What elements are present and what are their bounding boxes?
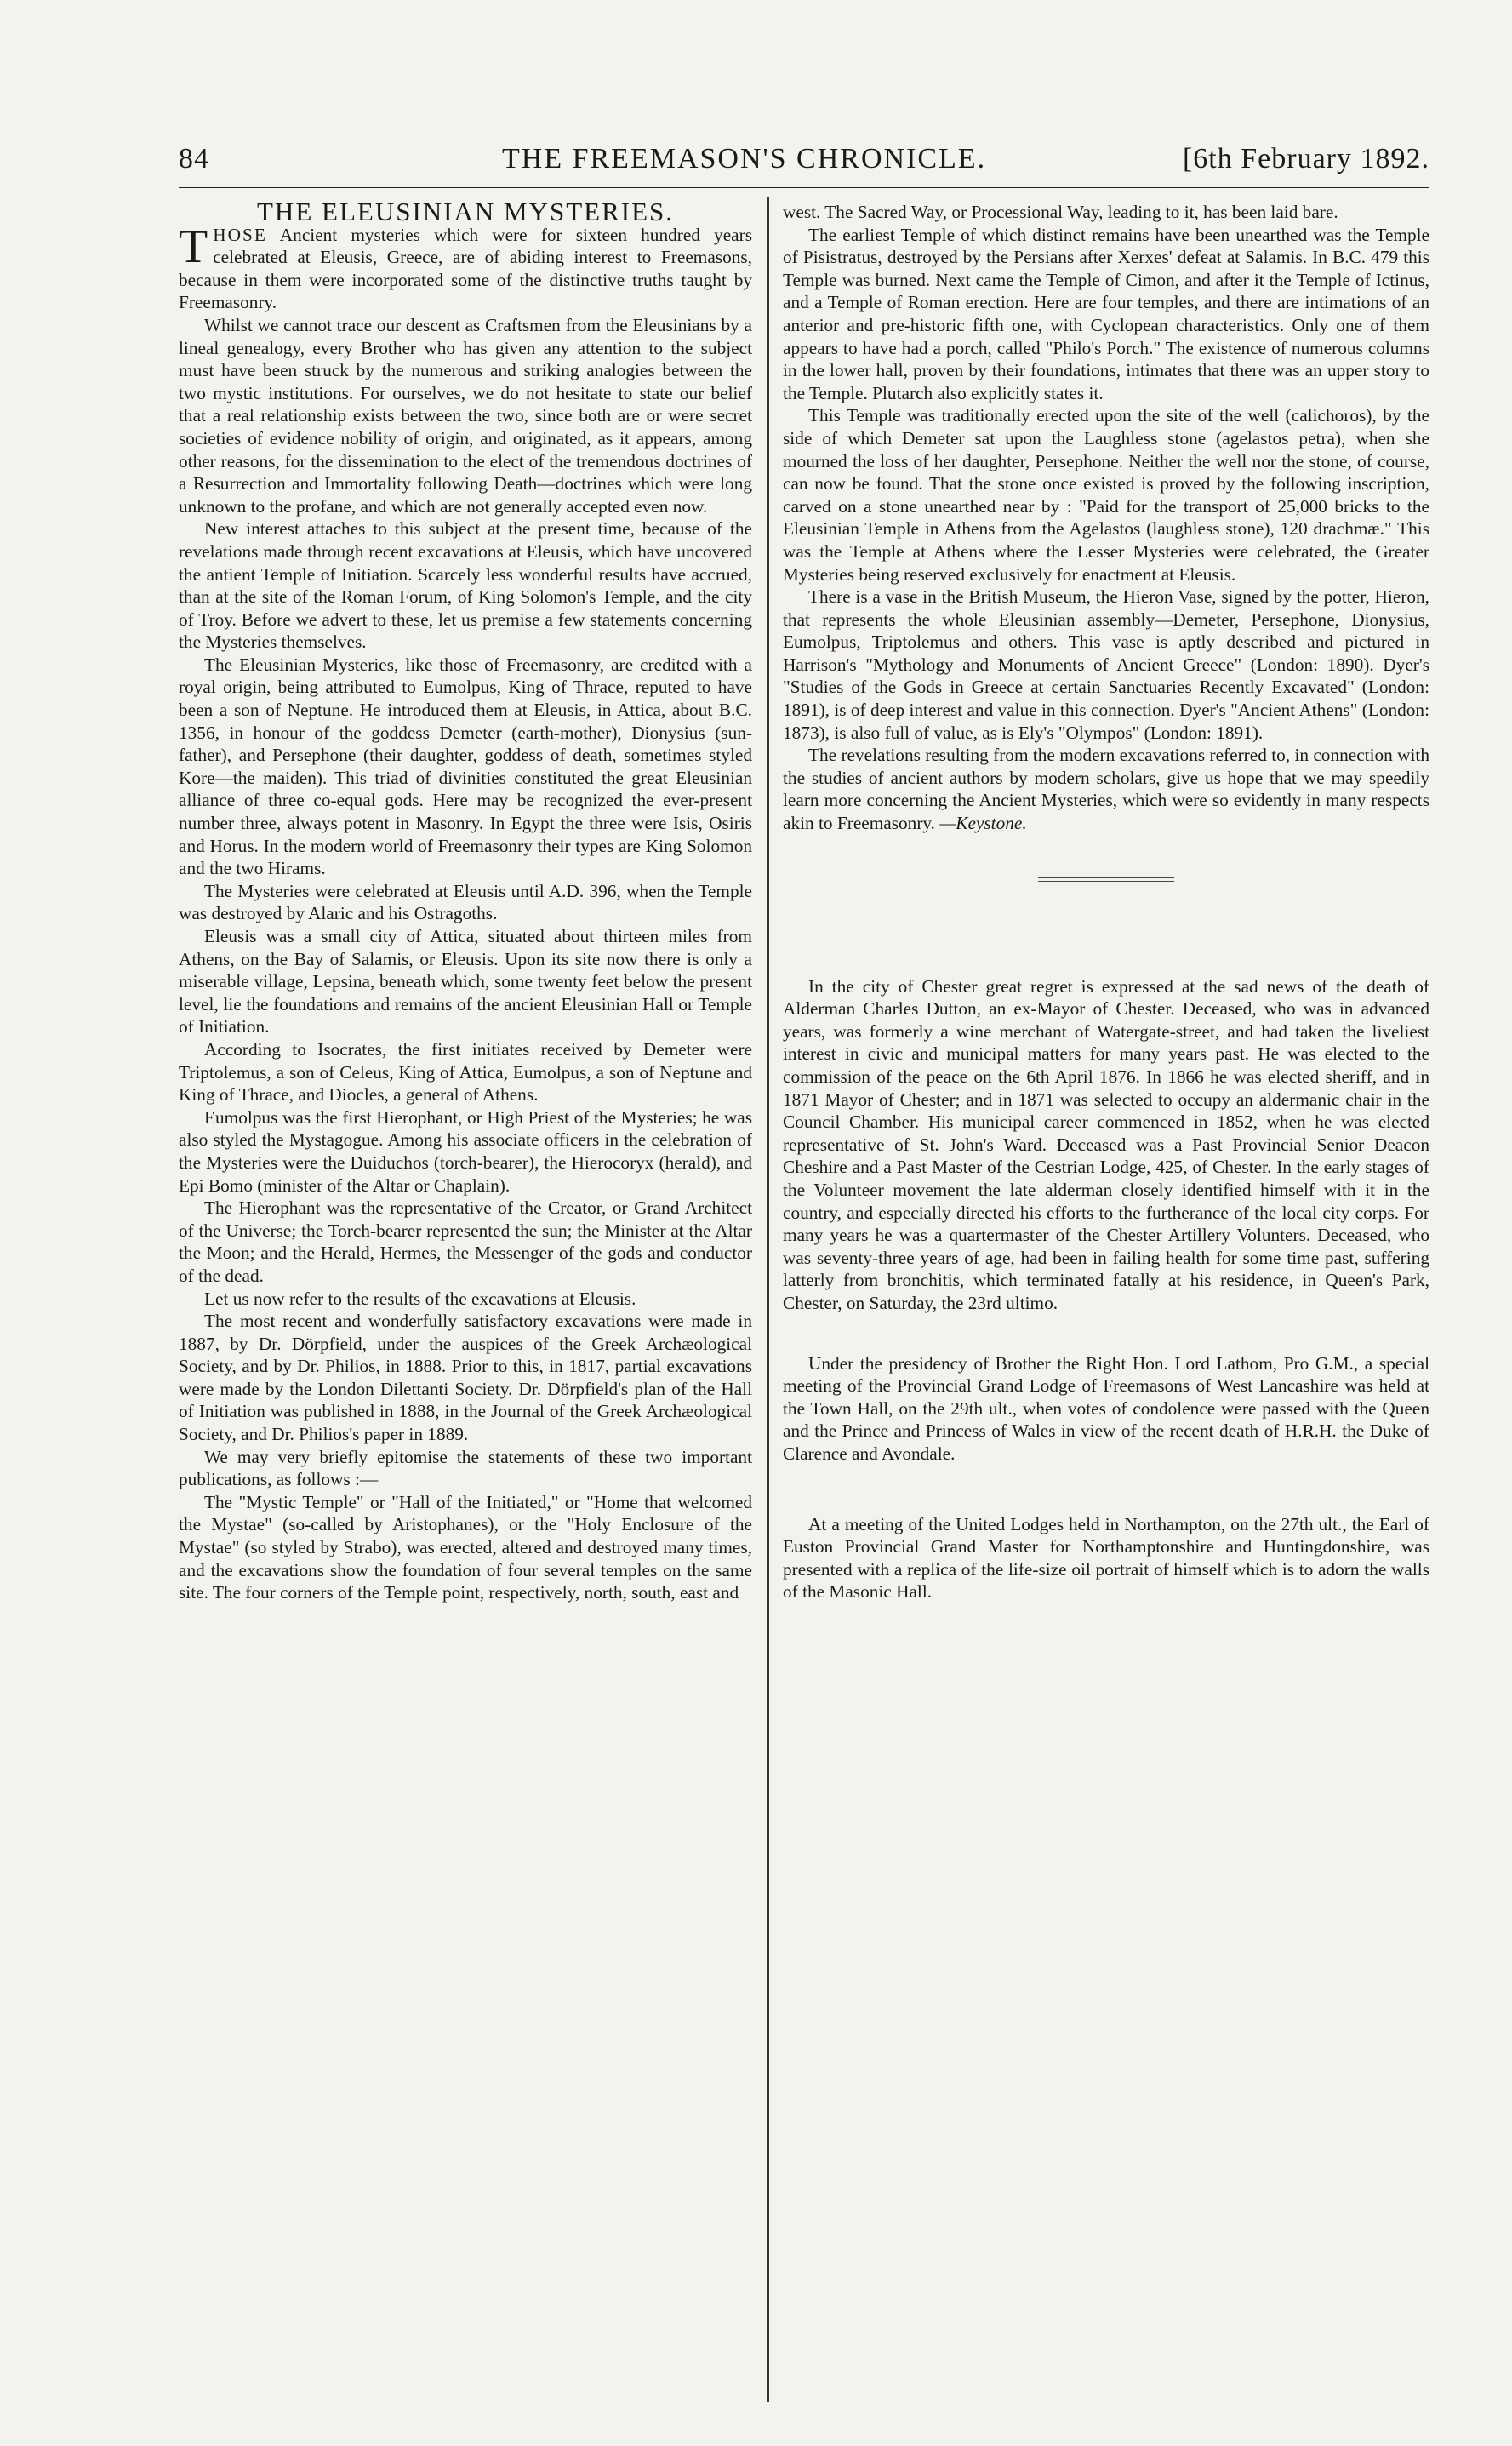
article-paragraph — [783, 744, 1429, 834]
article-paragraph: Let us now refer to the results of the excavations at Eleusis. — [204, 1288, 636, 1309]
paragraph-text: The revelations resulting from the modern excavations referred to, in connection with the studies of ancient authors by modern scholars, give us hope that we may speedily learn more concerning the Ancient Mysteries, which were so evidently in many respects akin to Freemasonry. — [783, 745, 1429, 834]
issue-date: [6th February 1892. — [1182, 143, 1429, 174]
page-header — [179, 136, 1429, 187]
northampton-notice: At a meeting of the United Lodges held in Northampton, on the 27th ult., the Earl of Euston Provincial Grand Master for Northamptonshire and Huntingdonshire, was presented with a replica of the life-size oil portrait of himself which is to adorn the walls of the Masonic Hall. — [783, 1513, 1429, 1603]
left-column — [179, 197, 752, 1604]
article-paragraph: The most recent and wonderfully satisfactory excavations were made in 1887, by Dr. Dörpfield, under the auspices of the Greek Archæological Society, and by Dr. Philios, in 1888. Prior to this, in 1817, partial excavations were made by the London Dilettanti Society. Dr. Dörpfield's plan of the Hall of Initiation was published in 1888, in the Journal of the Greek Archæological Society, and Dr. Philios's paper in 1889. — [179, 1311, 752, 1445]
lathom-notice: Under the presidency of Brother the Right Hon. Lord Lathom, Pro G.M., a special meeting of the Provincial Grand Lodge of Freemasons of West Lancashire was held at the Town Hall, on the 29th ult., when votes of condolence were passed with the Queen and the Prince and Princess of Wales in view of the recent death of H.R.H. the Duke of Clarence and Avondale. — [783, 1352, 1429, 1464]
article-title: THE ELEUSINIAN MYSTERIES. — [257, 197, 674, 226]
right-column — [783, 201, 1429, 1603]
article-paragraph: The Eleusinian Mysteries, like those of Freemasonry, are credited with a royal origin, being attributed to Eumolpus, King of Thrace, reputed to have been a son of Neptune. He introduced them at Eleusis, in Attica, about B.C. 1356, in honour of the goddess Demeter (earth-mother), Dionysius (sun-father), and Persephone (their daughter, goddess of death, sometimes styled Kore—the maiden). This triad of divinities constituted the great Eleusinian alliance of three co-equal gods. Here may be recognized the ever-present number three, always potent in Masonry. In Egypt the three were Isis, Osiris and Horus. In the modern world of Freemasonry their types are King Solomon and the two Hirams. — [179, 654, 752, 879]
source-credit: —Keystone. — [939, 813, 1027, 834]
article-paragraph: The Hierophant was the representative of the Creator, or Grand Architect of the Universe; the Torch-bearer represented the sun; the Minister at the Altar the Moon; and the Herald, Hermes, the Messenger of the gods and conductor of the dead. — [179, 1197, 752, 1286]
section-divider — [1038, 877, 1174, 882]
article-paragraph: The "Mystic Temple" or "Hall of the Initiated," or "Home that welcomed the Mystae" (so-called by Aristophanes), or the "Holy Enclosure of the Mystae" (so styled by Strabo), was erected, altered and destroyed many times, and the excavations show the foundation of four several temples on the same site. The four corners of the Temple point, respectively, north, south, east and — [179, 1491, 752, 1603]
article-paragraph: Eumolpus was the first Hierophant, or High Priest of the Mysteries; he was also styled the Mystagogue. Among his associate officers in the celebration of the Mysteries were the Duiduchos (torch-bearer), the Hierocoryx (herald), and Epi Bomo (minister of the Altar or Chaplain). — [179, 1106, 752, 1196]
article-paragraph: west. The Sacred Way, or Processional Way, leading to it, has been laid bare. — [783, 202, 1338, 222]
article-paragraph: New interest attaches to this subject at the present time, because of the revelations made through recent excavations at Eleusis, which have uncovered the antient Temple of Initiation. Scarcely less wonderful results have accrued, than at the site of the Roman Forum, of King Solomon's Temple, and the city of Troy. Before we advert to these, let us premise a few statements concerning the Mysteries themselves. — [179, 518, 752, 653]
drop-cap: T — [179, 220, 208, 273]
header-rule — [179, 186, 1429, 188]
paragraph-text: Ancient mysteries which were for sixteen hundred years celebrated at Eleusis, Greece, are of abiding interest to Freemasons, because in them were incorporated some of the distinctive truths taught by Freemasonry. — [179, 224, 752, 313]
article-paragraph: The earliest Temple of which distinct remains have been unearthed was the Temple of Pisistratus, destroyed by the Persians after Xerxes' defeat at Salamis. In B.C. 479 this Temple was burned. Next came the Temple of Cimon, and after it the Temple of Ictinus, and a Temple of Roman erection. Here are four temples, and there are intimations of an anterior and pre-historic fifth one, with Cyclopean characteristics. Only one of them appears to have had a porch, called "Philo's Porch." The existence of numerous columns in the lower hall, proven by their foundations, intimates that there was an upper story to the Temple. Plutarch also explicitly states it. — [783, 224, 1429, 403]
article-paragraph: The Mysteries were celebrated at Eleusis until A.D. 396, when the Temple was destroyed by Alaric and his Ostragoths. — [179, 880, 752, 924]
article-paragraph — [179, 220, 752, 314]
article-paragraph: Whilst we cannot trace our descent as Craftsmen from the Eleusinians by a lineal genealogy, every Brother who has given any attention to the subject must have been struck by the numerous and striking analogies between the two mystic institutions. For ourselves, we do not hesitate to state our belief that a real relationship exists between the two, since both are or were secret societies of evidence nobility of origin, and originated, as it appears, among other reasons, for the dissemination to the elect of the tremendous doctrines of a Resurrection and Immortality following Death—doctrines which were long unknown to the profane, and which are not generally accepted even now. — [179, 314, 752, 517]
article-paragraph: There is a vase in the British Museum, the Hieron Vase, signed by the potter, Hieron, that represents the whole Eleusinian assembly—Demeter, Persephone, Dionysius, Eumolpus, Triptolemus and others. This vase is aptly described and pictured in Harrison's "Mythology and Monuments of Ancient Greece" (London: 1890). Dyer's "Studies of the Gods in Greece at certain Sanctuaries Recently Excavated" (London: 1891), is of deep interest and value in this connection. Dyer's "Ancient Athens" (London: 1873), is also full of value, as is Ely's "Olympos" (London: 1891). — [783, 586, 1429, 743]
column-rule — [767, 197, 769, 2402]
page-number: 84 — [179, 143, 209, 174]
article-paragraph: We may very briefly epitomise the statements of these two important publications, as follows :— — [179, 1446, 752, 1490]
lead-word: HOSE — [213, 224, 267, 245]
article-paragraph: Eleusis was a small city of Attica, situated about thirteen miles from Athens, on the Bay of Salamis, or Eleusis. Upon its site now there is only a miserable village, Lepsina, beneath which, some twenty feet below the present level, lie the foundations and remains of the ancient Eleusinian Hall or Temple of Initiation. — [179, 926, 752, 1037]
article-paragraph: According to Isocrates, the first initiates received by Demeter were Triptolemus, a son of Celeus, King of Attica, Eumolpus, a son of Neptune and King of Thrace, and Diocles, a general of Athens. — [179, 1038, 752, 1106]
publication-title: THE FREEMASON'S CHRONICLE. — [502, 143, 987, 174]
article-paragraph: This Temple was traditionally erected upon the site of the well (calichoros), by the side of which Demeter sat upon the Laughless stone (agelastos petra), when she mourned the loss of her daughter, Persephone. Neither the well nor the stone, of course, can now be found. That the stone once existed is proved by the following inscription, carved on a stone unearthed near by : "Paid for the transport of 25,000 bricks to the Eleusinian Temple in Athens from the Agelastos (laughless stone), 120 drachmæ." This was the Temple at Athens where the Lesser Mysteries were celebrated, the Greater Mysteries being reserved exclusively for enactment at Eleusis. — [783, 405, 1429, 585]
chester-notice: In the city of Chester great regret is expressed at the sad news of the death of Alderman Charles Dutton, an ex-Mayor of Chester. Deceased, who was in advanced years, was formerly a wine merchant of Watergate-street, and had taken the liveliest interest in civic and municipal matters for many years past. He was elected to the commission of the peace on the 6th April 1876. In 1866 he was elected sheriff, and in 1871 Mayor of Chester; and in 1871 was selected to occupy an aldermanic chair in the Council Chamber. His municipal career commenced in 1852, when he was elected representative of St. John's Ward. Deceased was a Past Provincial Senior Deacon Cheshire and a Past Master of the Cestrian Lodge, 425, of Chester. In the early stages of the Volunteer movement the late alderman closely identified himself with it in the country, and especially directed his efforts to the furtherance of the local city corps. For many years he was a quartermaster of the Chester Artillery Volunters. Deceased, who was seventy-three years of age, had been in failing health for some time past, suffering latterly from bronchitis, which terminated fatally at his residence, in Queen's Park, Chester, on Saturday, the 23rd ultimo. — [783, 975, 1429, 1313]
